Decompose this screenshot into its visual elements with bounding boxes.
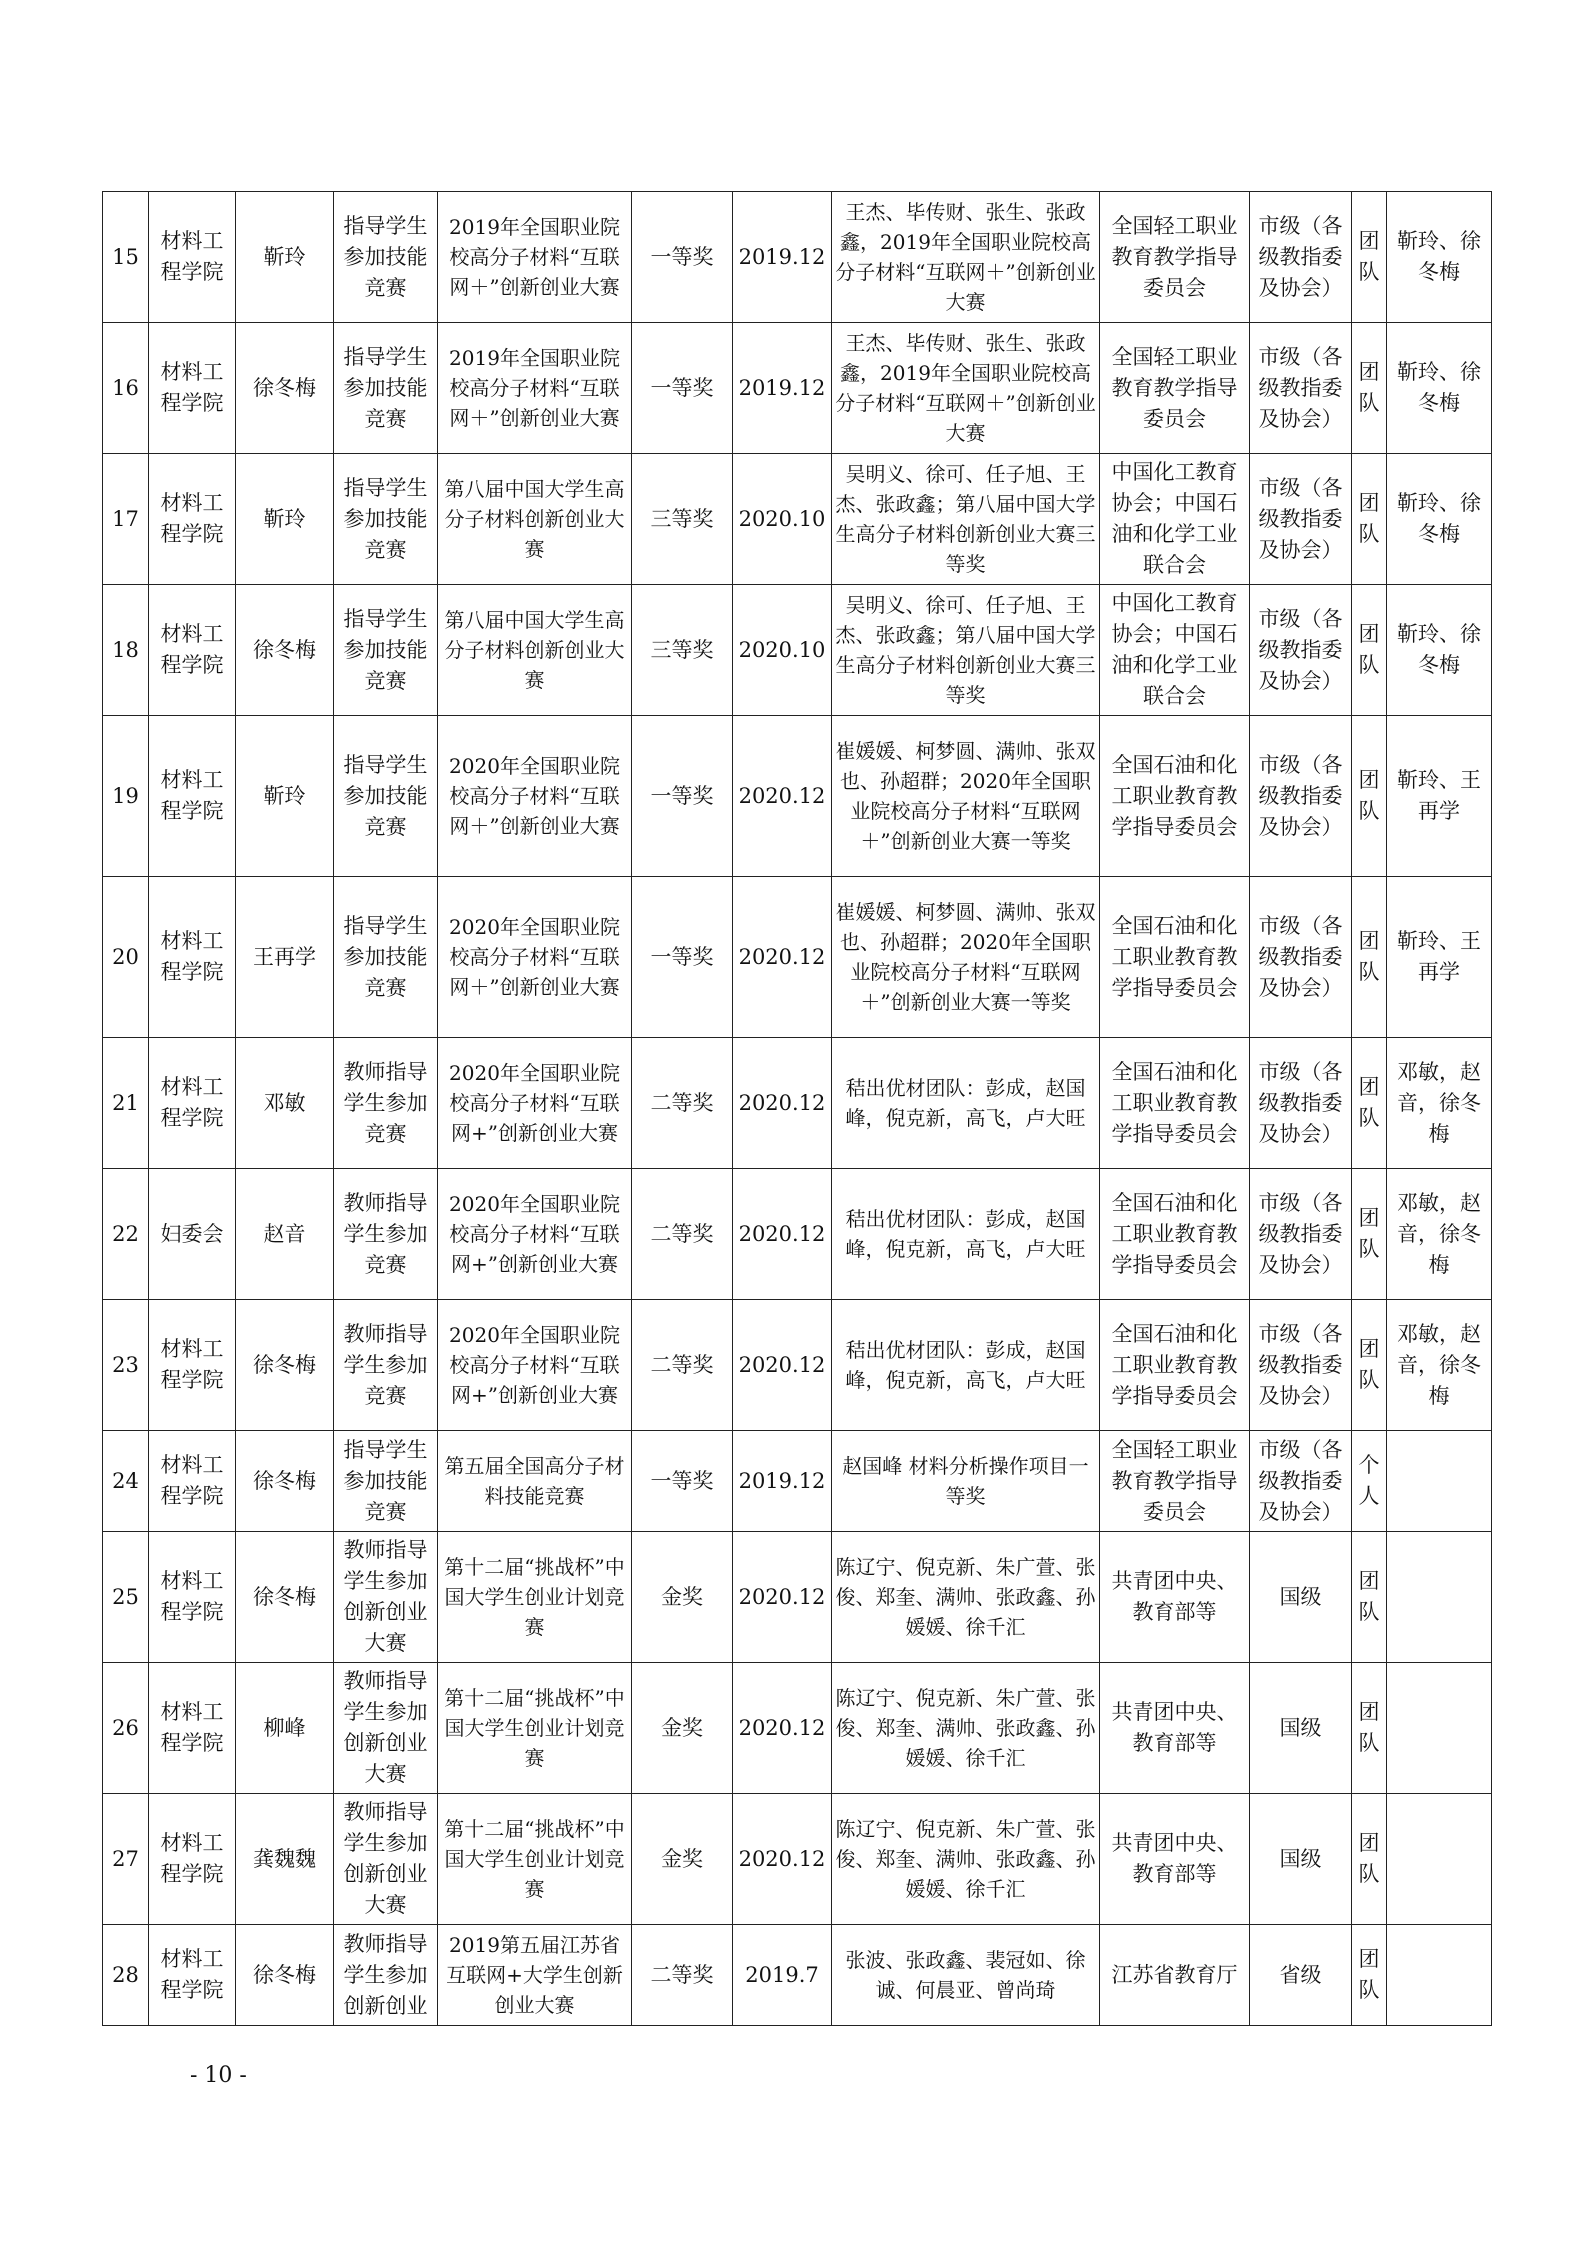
- college-cell: 妇委会: [149, 1169, 236, 1300]
- organizer-cell: 全国石油和化工职业教育教学指导委员会: [1100, 877, 1250, 1038]
- award-table: [102, 191, 1492, 2026]
- teacher-cell: 徐冬梅: [236, 1300, 334, 1431]
- competition-cell: 2020年全国职业院校高分子材料“互联网＋”创新创业大赛: [438, 877, 632, 1038]
- row-number-cell: 20: [103, 877, 149, 1038]
- category-cell: 指导学生参加技能竞赛: [334, 877, 438, 1038]
- date-cell: 2020.12: [733, 1532, 832, 1663]
- teacher-cell: 赵音: [236, 1169, 334, 1300]
- team-cell: 靳玲、徐冬梅: [1387, 585, 1492, 716]
- row-number-cell: 15: [103, 192, 149, 323]
- row-number-cell: 24: [103, 1431, 149, 1532]
- date-cell: 2020.10: [733, 454, 832, 585]
- category-cell: 教师指导学生参加创新创业: [334, 1925, 438, 2026]
- organizer-cell: 全国石油和化工职业教育教学指导委员会: [1100, 1169, 1250, 1300]
- type-cell: 个人: [1352, 1431, 1387, 1532]
- table-row: [103, 1038, 1492, 1169]
- level-cell: 市级（各级教指委及协会）: [1250, 1431, 1352, 1532]
- teacher-cell: 靳玲: [236, 716, 334, 877]
- team-cell: 靳玲、王再学: [1387, 877, 1492, 1038]
- row-number-cell: 23: [103, 1300, 149, 1431]
- members-cell: 崔媛媛、柯梦圆、满帅、张双也、孙超群；2020年全国职业院校高分子材料“互联网＋”创新创业大赛一等奖: [832, 877, 1100, 1038]
- date-cell: 2020.12: [733, 877, 832, 1038]
- category-cell: 指导学生参加技能竞赛: [334, 1431, 438, 1532]
- college-cell: 材料工程学院: [149, 716, 236, 877]
- type-cell: 团队: [1352, 1925, 1387, 2026]
- competition-cell: 第十二届“挑战杯”中国大学生创业计划竞赛: [438, 1532, 632, 1663]
- competition-cell: 2020年全国职业院校高分子材料“互联网+”创新创业大赛: [438, 1038, 632, 1169]
- college-cell: 材料工程学院: [149, 1532, 236, 1663]
- members-cell: 秸出优材团队：彭成，赵国峰，倪克新，高飞，卢大旺: [832, 1038, 1100, 1169]
- award-cell: 一等奖: [632, 716, 733, 877]
- row-number-cell: 25: [103, 1532, 149, 1663]
- organizer-cell: 中国化工教育协会；中国石油和化学工业联合会: [1100, 585, 1250, 716]
- award-cell: 三等奖: [632, 585, 733, 716]
- award-cell: 一等奖: [632, 192, 733, 323]
- date-cell: 2020.12: [733, 1794, 832, 1925]
- type-cell: 团队: [1352, 192, 1387, 323]
- type-cell: 团队: [1352, 454, 1387, 585]
- members-cell: 秸出优材团队：彭成，赵国峰，倪克新，高飞，卢大旺: [832, 1169, 1100, 1300]
- organizer-cell: 中国化工教育协会；中国石油和化学工业联合会: [1100, 454, 1250, 585]
- team-cell: [1387, 1532, 1492, 1663]
- college-cell: 材料工程学院: [149, 1038, 236, 1169]
- category-cell: 教师指导学生参加创新创业大赛: [334, 1532, 438, 1663]
- level-cell: 国级: [1250, 1663, 1352, 1794]
- competition-cell: 2020年全国职业院校高分子材料“互联网+”创新创业大赛: [438, 1300, 632, 1431]
- members-cell: 崔媛媛、柯梦圆、满帅、张双也、孙超群；2020年全国职业院校高分子材料“互联网＋”创新创业大赛一等奖: [832, 716, 1100, 877]
- table-row: [103, 716, 1492, 877]
- date-cell: 2020.12: [733, 716, 832, 877]
- page-number: - 10 -: [190, 2063, 247, 2088]
- team-cell: 靳玲、徐冬梅: [1387, 323, 1492, 454]
- team-cell: 邓敏，赵音，徐冬梅: [1387, 1300, 1492, 1431]
- organizer-cell: 共青团中央、教育部等: [1100, 1794, 1250, 1925]
- organizer-cell: 全国石油和化工职业教育教学指导委员会: [1100, 1038, 1250, 1169]
- level-cell: 市级（各级教指委及协会）: [1250, 716, 1352, 877]
- teacher-cell: 徐冬梅: [236, 323, 334, 454]
- level-cell: 市级（各级教指委及协会）: [1250, 1038, 1352, 1169]
- table-row: [103, 192, 1492, 323]
- award-cell: 一等奖: [632, 1431, 733, 1532]
- type-cell: 团队: [1352, 585, 1387, 716]
- members-cell: 陈辽宁、倪克新、朱广萱、张俊、郑奎、满帅、张政鑫、孙媛媛、徐千汇: [832, 1663, 1100, 1794]
- date-cell: 2019.12: [733, 1431, 832, 1532]
- organizer-cell: 全国轻工职业教育教学指导委员会: [1100, 323, 1250, 454]
- type-cell: 团队: [1352, 1794, 1387, 1925]
- teacher-cell: 王再学: [236, 877, 334, 1038]
- college-cell: 材料工程学院: [149, 454, 236, 585]
- team-cell: [1387, 1663, 1492, 1794]
- row-number-cell: 21: [103, 1038, 149, 1169]
- competition-cell: 2019年全国职业院校高分子材料“互联网＋”创新创业大赛: [438, 323, 632, 454]
- college-cell: 材料工程学院: [149, 1925, 236, 2026]
- type-cell: 团队: [1352, 877, 1387, 1038]
- team-cell: 邓敏，赵音，徐冬梅: [1387, 1169, 1492, 1300]
- members-cell: 秸出优材团队：彭成，赵国峰，倪克新，高飞，卢大旺: [832, 1300, 1100, 1431]
- table-row: [103, 1794, 1492, 1925]
- type-cell: 团队: [1352, 1169, 1387, 1300]
- competition-cell: 第八届中国大学生高分子材料创新创业大赛: [438, 454, 632, 585]
- members-cell: 赵国峰 材料分析操作项目一等奖: [832, 1431, 1100, 1532]
- table-row: [103, 1169, 1492, 1300]
- team-cell: [1387, 1925, 1492, 2026]
- category-cell: 指导学生参加技能竞赛: [334, 716, 438, 877]
- team-cell: 靳玲、徐冬梅: [1387, 454, 1492, 585]
- team-cell: 靳玲、徐冬梅: [1387, 192, 1492, 323]
- college-cell: 材料工程学院: [149, 1663, 236, 1794]
- teacher-cell: 徐冬梅: [236, 1925, 334, 2026]
- category-cell: 指导学生参加技能竞赛: [334, 454, 438, 585]
- type-cell: 团队: [1352, 1663, 1387, 1794]
- date-cell: 2020.12: [733, 1663, 832, 1794]
- category-cell: 指导学生参加技能竞赛: [334, 323, 438, 454]
- category-cell: 教师指导学生参加竞赛: [334, 1300, 438, 1431]
- row-number-cell: 18: [103, 585, 149, 716]
- type-cell: 团队: [1352, 1300, 1387, 1431]
- table-row: [103, 1300, 1492, 1431]
- organizer-cell: 江苏省教育厅: [1100, 1925, 1250, 2026]
- table-row: [103, 877, 1492, 1038]
- table-row: [103, 1532, 1492, 1663]
- college-cell: 材料工程学院: [149, 585, 236, 716]
- competition-cell: 第八届中国大学生高分子材料创新创业大赛: [438, 585, 632, 716]
- row-number-cell: 28: [103, 1925, 149, 2026]
- row-number-cell: 19: [103, 716, 149, 877]
- award-cell: 二等奖: [632, 1169, 733, 1300]
- competition-cell: 第十二届“挑战杯”中国大学生创业计划竞赛: [438, 1794, 632, 1925]
- college-cell: 材料工程学院: [149, 1300, 236, 1431]
- category-cell: 指导学生参加技能竞赛: [334, 192, 438, 323]
- organizer-cell: 全国轻工职业教育教学指导委员会: [1100, 192, 1250, 323]
- level-cell: 市级（各级教指委及协会）: [1250, 585, 1352, 716]
- type-cell: 团队: [1352, 1532, 1387, 1663]
- members-cell: 王杰、毕传财、张生、张政鑫，2019年全国职业院校高分子材料“互联网＋”创新创业大赛: [832, 192, 1100, 323]
- table-row: [103, 454, 1492, 585]
- organizer-cell: 全国石油和化工职业教育教学指导委员会: [1100, 1300, 1250, 1431]
- organizer-cell: 共青团中央、教育部等: [1100, 1532, 1250, 1663]
- level-cell: 市级（各级教指委及协会）: [1250, 1169, 1352, 1300]
- type-cell: 团队: [1352, 716, 1387, 877]
- date-cell: 2019.7: [733, 1925, 832, 2026]
- award-cell: 金奖: [632, 1532, 733, 1663]
- date-cell: 2020.12: [733, 1169, 832, 1300]
- category-cell: 教师指导学生参加竞赛: [334, 1038, 438, 1169]
- college-cell: 材料工程学院: [149, 1431, 236, 1532]
- teacher-cell: 龚魏魏: [236, 1794, 334, 1925]
- level-cell: 市级（各级教指委及协会）: [1250, 1300, 1352, 1431]
- award-cell: 二等奖: [632, 1300, 733, 1431]
- row-number-cell: 22: [103, 1169, 149, 1300]
- award-cell: 金奖: [632, 1794, 733, 1925]
- level-cell: 国级: [1250, 1794, 1352, 1925]
- teacher-cell: 徐冬梅: [236, 1532, 334, 1663]
- award-cell: 一等奖: [632, 877, 733, 1038]
- competition-cell: 2020年全国职业院校高分子材料“互联网+”创新创业大赛: [438, 1169, 632, 1300]
- category-cell: 教师指导学生参加创新创业大赛: [334, 1663, 438, 1794]
- members-cell: 吴明义、徐可、任子旭、王杰、张政鑫；第八届中国大学生高分子材料创新创业大赛三等奖: [832, 454, 1100, 585]
- team-cell: 靳玲、王再学: [1387, 716, 1492, 877]
- award-cell: 三等奖: [632, 454, 733, 585]
- competition-cell: 第五届全国高分子材料技能竞赛: [438, 1431, 632, 1532]
- row-number-cell: 27: [103, 1794, 149, 1925]
- level-cell: 市级（各级教指委及协会）: [1250, 323, 1352, 454]
- teacher-cell: 邓敏: [236, 1038, 334, 1169]
- type-cell: 团队: [1352, 323, 1387, 454]
- table-row: [103, 1431, 1492, 1532]
- teacher-cell: 靳玲: [236, 192, 334, 323]
- members-cell: 吴明义、徐可、任子旭、王杰、张政鑫；第八届中国大学生高分子材料创新创业大赛三等奖: [832, 585, 1100, 716]
- row-number-cell: 26: [103, 1663, 149, 1794]
- date-cell: 2020.12: [733, 1300, 832, 1431]
- competition-cell: 2019第五届江苏省互联网+大学生创新创业大赛: [438, 1925, 632, 2026]
- date-cell: 2019.12: [733, 192, 832, 323]
- type-cell: 团队: [1352, 1038, 1387, 1169]
- row-number-cell: 16: [103, 323, 149, 454]
- members-cell: 陈辽宁、倪克新、朱广萱、张俊、郑奎、满帅、张政鑫、孙媛媛、徐千汇: [832, 1794, 1100, 1925]
- table-row: [103, 1663, 1492, 1794]
- college-cell: 材料工程学院: [149, 323, 236, 454]
- level-cell: 市级（各级教指委及协会）: [1250, 192, 1352, 323]
- date-cell: 2020.10: [733, 585, 832, 716]
- teacher-cell: 柳峰: [236, 1663, 334, 1794]
- award-cell: 一等奖: [632, 323, 733, 454]
- table-row: [103, 1925, 1492, 2026]
- category-cell: 教师指导学生参加创新创业大赛: [334, 1794, 438, 1925]
- category-cell: 指导学生参加技能竞赛: [334, 585, 438, 716]
- college-cell: 材料工程学院: [149, 192, 236, 323]
- level-cell: 国级: [1250, 1532, 1352, 1663]
- award-cell: 二等奖: [632, 1925, 733, 2026]
- teacher-cell: 徐冬梅: [236, 1431, 334, 1532]
- organizer-cell: 全国轻工职业教育教学指导委员会: [1100, 1431, 1250, 1532]
- college-cell: 材料工程学院: [149, 877, 236, 1038]
- row-number-cell: 17: [103, 454, 149, 585]
- organizer-cell: 共青团中央、教育部等: [1100, 1663, 1250, 1794]
- level-cell: 省级: [1250, 1925, 1352, 2026]
- members-cell: 王杰、毕传财、张生、张政鑫，2019年全国职业院校高分子材料“互联网＋”创新创业大赛: [832, 323, 1100, 454]
- college-cell: 材料工程学院: [149, 1794, 236, 1925]
- members-cell: 张波、张政鑫、裴冠如、徐诚、何晨亚、曾尚琦: [832, 1925, 1100, 2026]
- date-cell: 2019.12: [733, 323, 832, 454]
- members-cell: 陈辽宁、倪克新、朱广萱、张俊、郑奎、满帅、张政鑫、孙媛媛、徐千汇: [832, 1532, 1100, 1663]
- team-cell: 邓敏，赵音，徐冬梅: [1387, 1038, 1492, 1169]
- competition-cell: 2020年全国职业院校高分子材料“互联网＋”创新创业大赛: [438, 716, 632, 877]
- team-cell: [1387, 1794, 1492, 1925]
- level-cell: 市级（各级教指委及协会）: [1250, 454, 1352, 585]
- competition-cell: 第十二届“挑战杯”中国大学生创业计划竞赛: [438, 1663, 632, 1794]
- teacher-cell: 徐冬梅: [236, 585, 334, 716]
- competition-cell: 2019年全国职业院校高分子材料“互联网＋”创新创业大赛: [438, 192, 632, 323]
- date-cell: 2020.12: [733, 1038, 832, 1169]
- team-cell: [1387, 1431, 1492, 1532]
- award-cell: 二等奖: [632, 1038, 733, 1169]
- category-cell: 教师指导学生参加竞赛: [334, 1169, 438, 1300]
- teacher-cell: 靳玲: [236, 454, 334, 585]
- award-cell: 金奖: [632, 1663, 733, 1794]
- table-row: [103, 323, 1492, 454]
- organizer-cell: 全国石油和化工职业教育教学指导委员会: [1100, 716, 1250, 877]
- level-cell: 市级（各级教指委及协会）: [1250, 877, 1352, 1038]
- table-row: [103, 585, 1492, 716]
